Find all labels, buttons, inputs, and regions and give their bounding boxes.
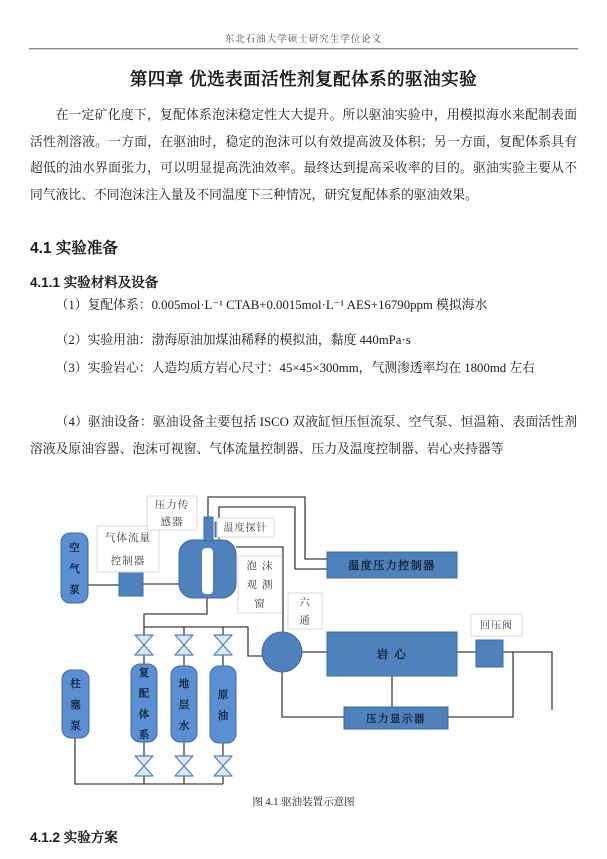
- oil-displacement-apparatus-diagram: [0, 490, 607, 792]
- six-way-valve-circle: [262, 632, 302, 672]
- compound-system-container-label: 复: [138, 667, 150, 679]
- figure-caption: 图 4.1 驱油装置示意图: [252, 797, 355, 808]
- plunger-pump-container-label: 泵: [70, 720, 81, 732]
- pressure-sensor-label: 感器: [160, 516, 184, 528]
- foam-visual-window-slot: [202, 548, 213, 594]
- gas-flow-controller-label: 控制器: [110, 555, 146, 567]
- valve-icon: [135, 635, 153, 655]
- compound-system-container-label: 体: [138, 708, 150, 721]
- six-way-label: 六: [299, 596, 311, 609]
- formation-water-container-label: 地: [178, 678, 190, 690]
- back-pressure-label: 回压阀: [480, 620, 513, 632]
- pressure-sensor-label: 压力传: [154, 499, 190, 511]
- valve-icon: [135, 756, 153, 776]
- valve-icon: [175, 756, 193, 776]
- foam-observation-window-label: 窗: [254, 598, 266, 610]
- temp-pressure-controller-box-label: 温度压力控制器: [348, 560, 436, 572]
- header-rule: [29, 48, 578, 49]
- back-pressure-valve-box: [476, 640, 503, 667]
- six-way-label: 通: [299, 614, 311, 627]
- section-4-1-2-heading: 4.1.2 实验方案: [30, 830, 118, 845]
- list-item-2: （2）实验用油：渤海原油加煤油稀释的模拟油，黏度 440mPa·s: [55, 333, 411, 347]
- pipe-line: [503, 652, 552, 710]
- crude-oil-container-label: 油: [217, 710, 229, 722]
- intro-paragraph: 在一定矿化度下，复配体系泡沫稳定性大大提升。所以驱油实验中，用模拟海水来配制表面活性剂溶液。一方面，在驱油时，稳定的泡沫可以有效提高波及体积；另一方面，复配体系具有超低的油水界面张力，可以明显提高洗油效率。最终达到提高采收率的目的。驱油实验主要从不同气液比、不同泡沫注入量及不同温度下三种情况，研究复配体系的驱油效果。: [30, 108, 577, 202]
- foam-observation-window-label: 观 测: [246, 579, 274, 591]
- air-pump-container-label: 气: [69, 563, 80, 575]
- section-4-1-1-heading: 4.1.1 实验材料及设备: [30, 275, 159, 290]
- pressure-sensor-port: [204, 517, 213, 541]
- air-pump-container-label: 泵: [69, 584, 80, 596]
- foam-observation-window-label: 泡 沫: [246, 560, 274, 572]
- pipe-line: [144, 627, 263, 656]
- compound-system-container-label: 系: [138, 729, 150, 741]
- gas-flow-valve-box: [119, 571, 143, 596]
- formation-water-container-label: 层: [178, 699, 190, 711]
- crude-oil-container: [210, 666, 236, 743]
- plunger-pump-container-label: 柱: [70, 678, 81, 690]
- gas-flow-controller-label: 气体流量: [105, 532, 151, 544]
- valve-icon: [214, 635, 232, 655]
- core-holder-box-label: 岩 心: [376, 649, 408, 661]
- pressure-display-box-label: 压力显示器: [366, 713, 426, 725]
- chapter-title: 第四章 优选表面活性剂复配体系的驱油实验: [129, 69, 478, 89]
- list-item-1: （1）复配体系：0.005mol·L⁻¹ CTAB+0.0015mol·L⁻¹ AES+16790ppm 模拟海水: [55, 298, 488, 312]
- formation-water-container-label: 水: [178, 720, 190, 732]
- pipe-line: [144, 598, 207, 636]
- plunger-pump-container-label: 塞: [70, 699, 81, 711]
- list-item-3: （3）实验岩心：人造均质方岩心尺寸：45×45×300mm，气测渗透率均在 1800md 左右: [55, 361, 535, 375]
- temp-probe-label: 温度探针: [223, 523, 268, 534]
- valve-icon: [214, 756, 232, 776]
- pipe-line: [282, 672, 344, 717]
- crude-oil-container-label: 原: [217, 689, 229, 701]
- valve-icon: [175, 635, 193, 655]
- air-pump-container-label: 空: [69, 542, 80, 554]
- compound-system-container-label: 配: [138, 687, 150, 700]
- page-header: 东北石油大学硕士研究生学位论文: [224, 35, 383, 45]
- list-item-4: （4）驱油设备：驱油设备主要包括 ISCO 双液缸恒压恒流泵、空气泵、恒温箱、表面活性剂溶液及原油容器、泡沫可视窗、气体流量控制器、压力及温度控制器、岩心夹持器等: [30, 415, 577, 456]
- section-4-1-heading: 4.1 实验准备: [30, 240, 118, 257]
